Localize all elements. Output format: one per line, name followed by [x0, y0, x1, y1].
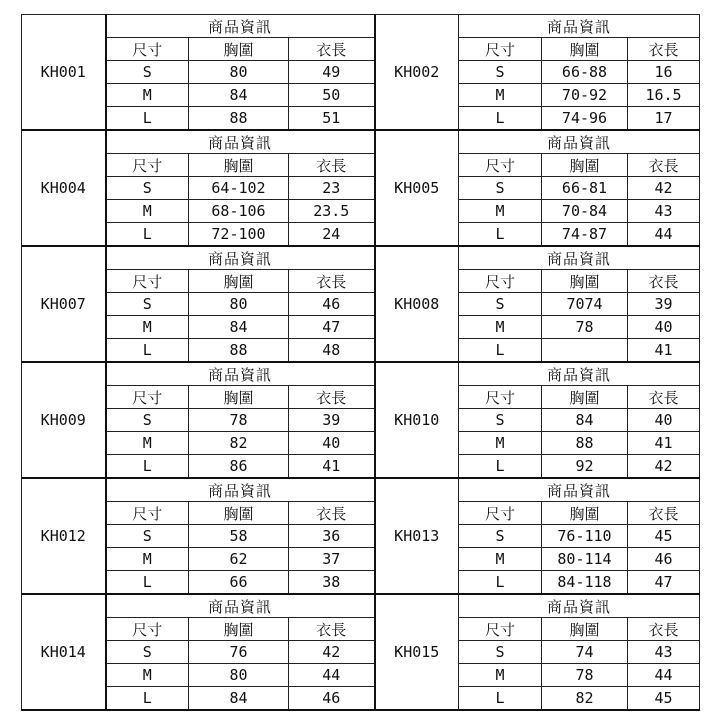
product-info-header: 商品資訊	[106, 362, 375, 386]
product-info-header: 商品資訊	[459, 130, 700, 154]
size-cell: L	[106, 571, 189, 595]
column-label: 胸圍	[542, 618, 628, 641]
chest-cell: 84	[189, 687, 289, 711]
length-cell: 48	[289, 339, 375, 363]
length-cell: 50	[289, 84, 375, 107]
chest-cell: 80	[189, 293, 289, 316]
column-label: 胸圍	[542, 38, 628, 61]
size-cell: L	[459, 339, 542, 363]
chest-cell: 66-81	[542, 177, 628, 200]
length-cell: 46	[628, 548, 700, 571]
chest-cell: 70-92	[542, 84, 628, 107]
chest-cell: 84	[542, 409, 628, 432]
product-code: KH009	[22, 362, 106, 478]
length-cell: 40	[289, 432, 375, 455]
length-cell: 51	[289, 107, 375, 131]
chest-cell: 80-114	[542, 548, 628, 571]
size-cell: S	[459, 293, 542, 316]
column-label: 衣長	[628, 154, 700, 177]
size-row	[22, 316, 700, 339]
size-cell: S	[106, 293, 189, 316]
size-cell: L	[459, 687, 542, 711]
block-title-row	[22, 130, 700, 154]
product-info-header: 商品資訊	[106, 246, 375, 270]
column-label: 衣長	[289, 154, 375, 177]
size-cell: L	[106, 455, 189, 479]
product-code: KH012	[22, 478, 106, 594]
chest-cell: 84	[189, 316, 289, 339]
column-label: 衣長	[289, 618, 375, 641]
length-cell: 46	[289, 293, 375, 316]
block-title-row	[22, 246, 700, 270]
product-info-header: 商品資訊	[459, 478, 700, 502]
length-cell: 37	[289, 548, 375, 571]
product-code: KH013	[375, 478, 459, 594]
chest-cell: 78	[542, 664, 628, 687]
size-row	[22, 293, 700, 316]
size-row	[22, 177, 700, 200]
product-info-header: 商品資訊	[459, 246, 700, 270]
size-cell: L	[459, 223, 542, 247]
size-row	[22, 61, 700, 84]
length-cell: 43	[628, 200, 700, 223]
length-cell: 44	[628, 223, 700, 247]
column-label: 尺寸	[459, 502, 542, 525]
chest-cell: 82	[542, 687, 628, 711]
size-row	[22, 664, 700, 687]
chest-cell: 80	[189, 664, 289, 687]
length-cell: 42	[289, 641, 375, 664]
column-label: 胸圍	[189, 154, 289, 177]
size-row	[22, 409, 700, 432]
block-column-header-row	[22, 270, 700, 293]
size-row	[22, 223, 700, 247]
product-code: KH004	[22, 130, 106, 246]
size-cell: L	[106, 687, 189, 711]
size-cell: M	[459, 84, 542, 107]
size-row	[22, 525, 700, 548]
length-cell: 44	[289, 664, 375, 687]
product-info-header: 商品資訊	[106, 15, 375, 38]
length-cell: 44	[628, 664, 700, 687]
chest-cell: 74	[542, 641, 628, 664]
chest-cell: 84-118	[542, 571, 628, 595]
block-title-row	[22, 362, 700, 386]
length-cell: 41	[628, 339, 700, 363]
column-label: 胸圍	[542, 154, 628, 177]
size-row	[22, 200, 700, 223]
product-info-header: 商品資訊	[106, 594, 375, 618]
block-title-row	[22, 594, 700, 618]
length-cell: 42	[628, 177, 700, 200]
column-label: 衣長	[289, 38, 375, 61]
product-info-header: 商品資訊	[459, 362, 700, 386]
length-cell: 42	[628, 455, 700, 479]
chest-cell: 72-100	[189, 223, 289, 247]
size-cell: M	[106, 200, 189, 223]
column-label: 衣長	[289, 502, 375, 525]
column-label: 衣長	[628, 386, 700, 409]
column-label: 胸圍	[542, 270, 628, 293]
chest-cell	[542, 339, 628, 363]
product-info-header: 商品資訊	[459, 594, 700, 618]
size-row	[22, 548, 700, 571]
chest-cell: 64-102	[189, 177, 289, 200]
block-column-header-row	[22, 502, 700, 525]
size-cell: S	[106, 525, 189, 548]
chest-cell: 74-96	[542, 107, 628, 131]
length-cell: 47	[628, 571, 700, 595]
column-label: 尺寸	[106, 270, 189, 293]
product-code: KH001	[22, 15, 106, 131]
chest-cell: 88	[189, 107, 289, 131]
size-cell: M	[459, 548, 542, 571]
size-cell: M	[106, 316, 189, 339]
product-info-header: 商品資訊	[106, 130, 375, 154]
column-label: 胸圍	[189, 502, 289, 525]
length-cell: 24	[289, 223, 375, 247]
length-cell: 16	[628, 61, 700, 84]
column-label: 尺寸	[106, 502, 189, 525]
chest-cell: 76	[189, 641, 289, 664]
length-cell: 38	[289, 571, 375, 595]
product-code: KH010	[375, 362, 459, 478]
column-label: 尺寸	[459, 154, 542, 177]
chest-cell: 62	[189, 548, 289, 571]
chest-cell: 66	[189, 571, 289, 595]
block-title-row	[22, 15, 700, 38]
size-cell: S	[106, 61, 189, 84]
column-label: 衣長	[289, 386, 375, 409]
product-code: KH015	[375, 594, 459, 710]
length-cell: 43	[628, 641, 700, 664]
chest-cell: 92	[542, 455, 628, 479]
length-cell: 41	[628, 432, 700, 455]
length-cell: 47	[289, 316, 375, 339]
chest-cell: 7074	[542, 293, 628, 316]
length-cell: 46	[289, 687, 375, 711]
length-cell: 23	[289, 177, 375, 200]
column-label: 衣長	[628, 270, 700, 293]
chest-cell: 78	[189, 409, 289, 432]
product-code: KH007	[22, 246, 106, 362]
column-label: 尺寸	[459, 618, 542, 641]
column-label: 衣長	[628, 618, 700, 641]
size-cell: M	[459, 664, 542, 687]
size-cell: M	[459, 200, 542, 223]
column-label: 胸圍	[189, 386, 289, 409]
size-cell: M	[106, 432, 189, 455]
size-cell: S	[459, 177, 542, 200]
column-label: 衣長	[628, 38, 700, 61]
chest-cell: 74-87	[542, 223, 628, 247]
chest-cell: 88	[542, 432, 628, 455]
chest-cell: 66-88	[542, 61, 628, 84]
length-cell: 39	[289, 409, 375, 432]
size-cell: M	[459, 316, 542, 339]
size-row	[22, 84, 700, 107]
column-label: 胸圍	[189, 38, 289, 61]
size-cell: M	[106, 84, 189, 107]
size-cell: S	[459, 409, 542, 432]
size-row	[22, 455, 700, 479]
size-cell: S	[459, 61, 542, 84]
chest-cell: 78	[542, 316, 628, 339]
size-cell: L	[106, 107, 189, 131]
chest-cell: 70-84	[542, 200, 628, 223]
size-row	[22, 107, 700, 131]
size-cell: L	[106, 339, 189, 363]
product-code: KH002	[375, 15, 459, 131]
length-cell: 23.5	[289, 200, 375, 223]
column-label: 尺寸	[106, 618, 189, 641]
size-cell: M	[106, 548, 189, 571]
size-cell: M	[459, 432, 542, 455]
length-cell: 17	[628, 107, 700, 131]
column-label: 尺寸	[106, 386, 189, 409]
chest-cell: 58	[189, 525, 289, 548]
column-label: 胸圍	[189, 270, 289, 293]
length-cell: 49	[289, 61, 375, 84]
size-cell: L	[106, 223, 189, 247]
length-cell: 40	[628, 409, 700, 432]
product-code: KH005	[375, 130, 459, 246]
chest-cell: 68-106	[189, 200, 289, 223]
product-code: KH008	[375, 246, 459, 362]
column-label: 胸圍	[542, 386, 628, 409]
size-chart-table	[21, 14, 700, 711]
length-cell: 45	[628, 687, 700, 711]
length-cell: 40	[628, 316, 700, 339]
size-cell: S	[106, 177, 189, 200]
chest-cell: 84	[189, 84, 289, 107]
column-label: 尺寸	[459, 38, 542, 61]
chest-cell: 88	[189, 339, 289, 363]
size-row	[22, 339, 700, 363]
column-label: 尺寸	[106, 38, 189, 61]
block-column-header-row	[22, 618, 700, 641]
size-cell: S	[106, 409, 189, 432]
size-cell: S	[459, 525, 542, 548]
product-info-header: 商品資訊	[459, 15, 700, 38]
column-label: 尺寸	[459, 270, 542, 293]
chest-cell: 76-110	[542, 525, 628, 548]
size-cell: M	[106, 664, 189, 687]
block-column-header-row	[22, 154, 700, 177]
product-code: KH014	[22, 594, 106, 710]
length-cell: 45	[628, 525, 700, 548]
column-label: 胸圍	[542, 502, 628, 525]
size-row	[22, 432, 700, 455]
block-column-header-row	[22, 386, 700, 409]
chest-cell: 80	[189, 61, 289, 84]
length-cell: 41	[289, 455, 375, 479]
column-label: 尺寸	[106, 154, 189, 177]
chest-cell: 82	[189, 432, 289, 455]
size-cell: L	[459, 107, 542, 131]
size-cell: S	[459, 641, 542, 664]
size-row	[22, 571, 700, 595]
size-cell: L	[459, 455, 542, 479]
size-row	[22, 687, 700, 711]
size-row	[22, 641, 700, 664]
column-label: 胸圍	[189, 618, 289, 641]
column-label: 衣長	[289, 270, 375, 293]
length-cell: 36	[289, 525, 375, 548]
length-cell: 39	[628, 293, 700, 316]
column-label: 尺寸	[459, 386, 542, 409]
size-cell: L	[459, 571, 542, 595]
block-title-row	[22, 478, 700, 502]
chest-cell: 86	[189, 455, 289, 479]
block-column-header-row	[22, 38, 700, 61]
product-info-header: 商品資訊	[106, 478, 375, 502]
length-cell: 16.5	[628, 84, 700, 107]
column-label: 衣長	[628, 502, 700, 525]
size-cell: S	[106, 641, 189, 664]
